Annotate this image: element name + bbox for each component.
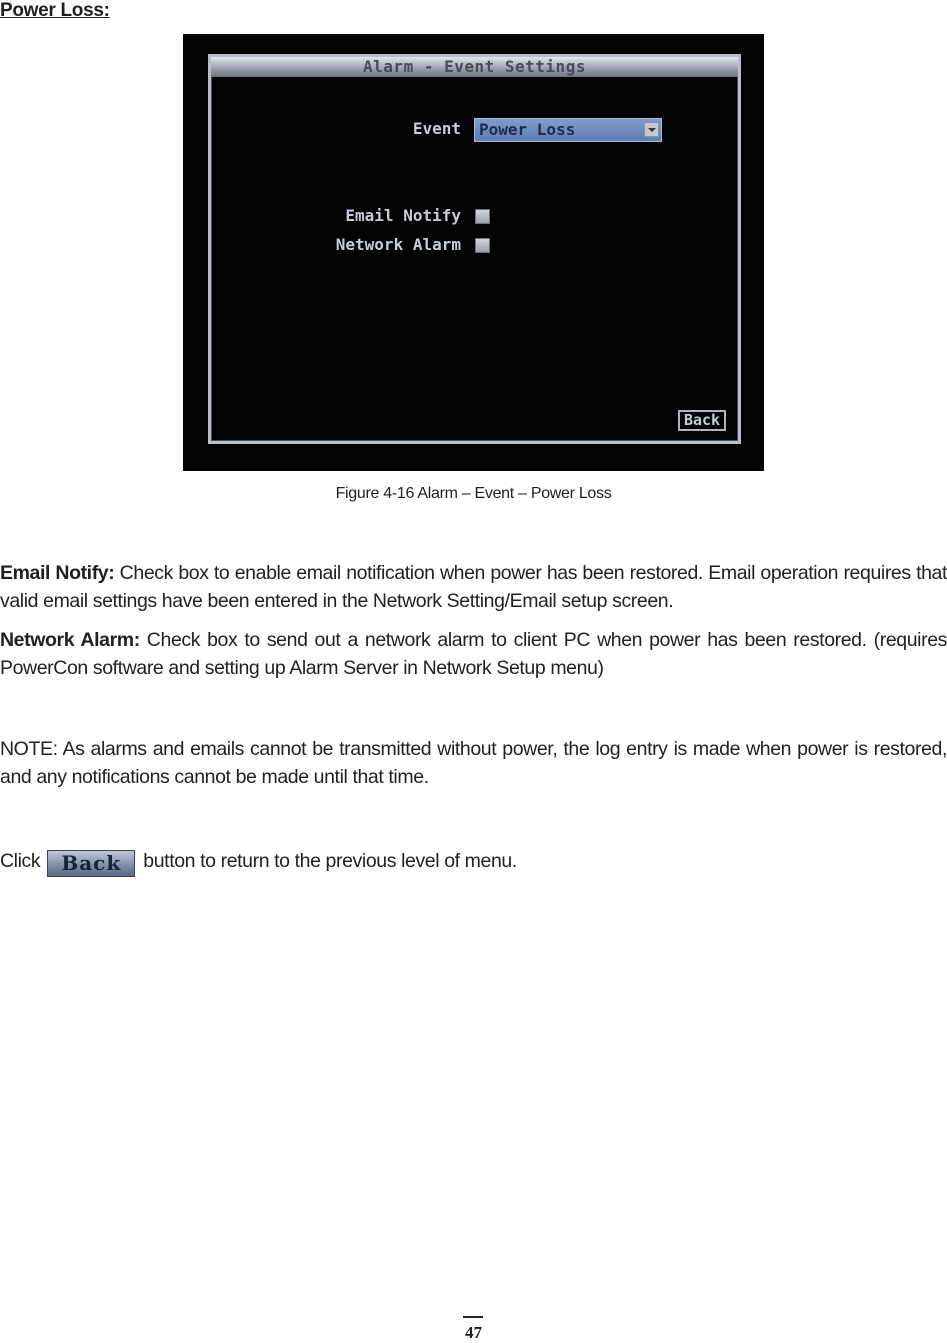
event-select-value: Power Loss [479, 120, 576, 139]
section-heading: Power Loss: [0, 0, 110, 21]
email-notify-label: Email Notify [345, 206, 461, 225]
click-back-paragraph [0, 847, 947, 877]
chevron-down-icon[interactable] [644, 122, 659, 137]
page-number-rule [463, 1316, 483, 1318]
event-select[interactable] [474, 118, 662, 142]
dvr-title: Alarm - Event Settings [363, 57, 586, 76]
click-suffix: button to return to the previous level of menu. [138, 850, 517, 872]
email-notify-paragraph [0, 559, 947, 615]
click-prefix: Click [0, 850, 46, 872]
note-text: NOTE: As alarms and emails cannot be transmitted without power, the log entry is made when power is restored, and any notifications cannot be made until that time. [0, 738, 947, 788]
email-notify-description: Check box to enable email notification when power has been restored. Email operation requires that valid email settings have been entered in the Network Setting/Email setup screen. [0, 562, 947, 612]
network-alarm-checkbox[interactable] [475, 238, 490, 253]
email-notify-term: Email Notify: [0, 562, 115, 584]
dvr-dialog-frame [208, 54, 741, 444]
event-label: Event [412, 119, 461, 138]
network-alarm-paragraph [0, 626, 947, 682]
network-alarm-term: Network Alarm: [0, 629, 140, 651]
dvr-screenshot [183, 34, 764, 471]
email-notify-checkbox[interactable] [475, 209, 490, 224]
back-button[interactable]: Back [678, 410, 726, 431]
inline-back-button-image: Back [47, 850, 135, 877]
page-number: 47 [465, 1323, 482, 1342]
figure-caption: Figure 4-16 Alarm – Event – Power Loss [335, 485, 612, 502]
network-alarm-description: Check box to send out a network alarm to client PC when power has been restored. (requires PowerCon software and setting up Alarm Server in Network Setup menu) [0, 629, 947, 679]
note-paragraph [0, 735, 947, 791]
network-alarm-label: Network Alarm [335, 235, 461, 254]
dvr-title-bar [211, 57, 738, 77]
